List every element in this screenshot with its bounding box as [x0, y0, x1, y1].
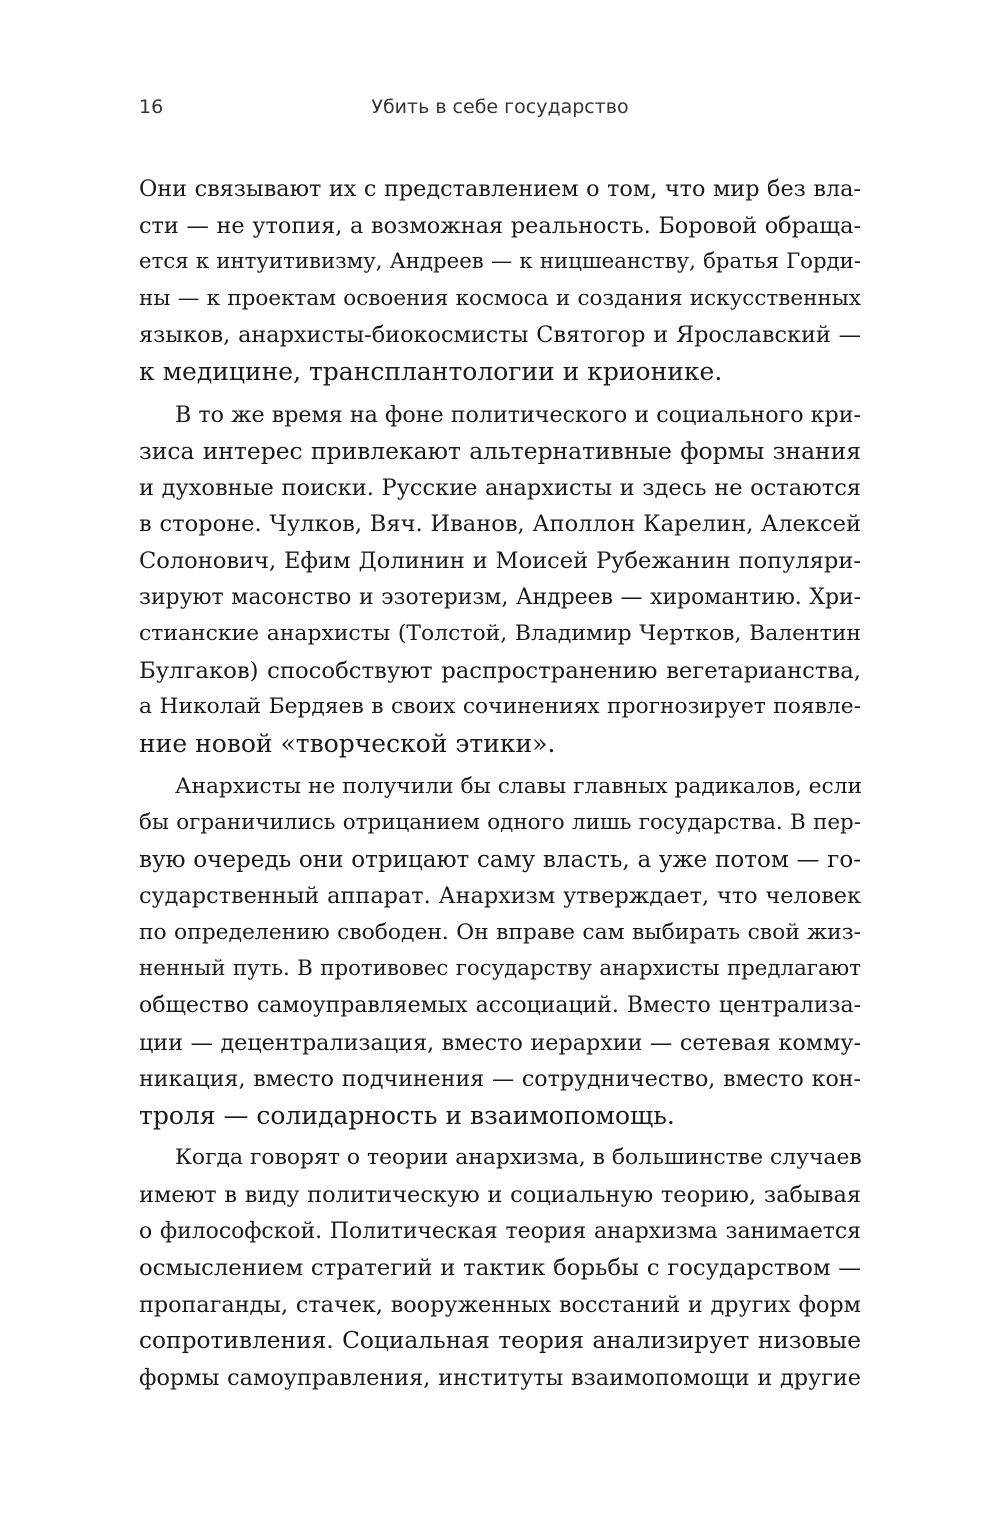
text-line: ны — к проектам освоения космоса и создания искусственных [139, 285, 861, 311]
text-line: к медицине, трансплантологии и крионике. [139, 356, 723, 386]
text-line: никация, вместо подчинения — сотрудничество, вместо кон- [139, 1066, 861, 1093]
paragraph-1 [139, 171, 861, 391]
text-line: формы самоуправления, институты взаимопомощи и другие [139, 1365, 861, 1391]
paragraph-2 [139, 397, 861, 763]
text-line: зируют масонство и эзотеризм, Андреев — хиромантию. Хри- [139, 584, 861, 610]
text-line: зиса интерес привлекают альтернативные формы знания [139, 437, 861, 466]
page-number: 16 [139, 96, 164, 118]
text-line: стианские анархисты (Толстой, Владимир Чертков, Валентин [139, 621, 861, 647]
text-line: по определению свободен. Он вправе сам выбирать свой жиз- [139, 919, 861, 945]
text-line: сопротивления. Социальная теория анализирует низовые [139, 1327, 861, 1355]
text-line: ние новой «творческой этики». [139, 728, 556, 758]
text-line: ненный путь. В противовес государству анархисты предлагают [139, 956, 861, 982]
text-line: сударственный аппарат. Анархизм утверждает, что человек [139, 883, 861, 910]
text-line: и духовные поиски. Русские анархисты и здесь не остаются [139, 474, 861, 501]
text-line: Солонович, Ефим Долинин и Моисей Рубежанин популяри- [139, 547, 861, 574]
text-line: Они связывают их с представлением о том, что мир без вла- [139, 176, 861, 202]
running-head [139, 96, 861, 126]
text-line: в стороне. Чулков, Вяч. Иванов, Аполлон Карелин, Алексей [139, 511, 861, 538]
text-line: о философской. Политическая теория анархизма занимается [139, 1218, 861, 1244]
text-line: сти — не утопия, а возможная реальность. Боровой обраща- [139, 212, 861, 239]
paragraph-3 [139, 769, 861, 1135]
text-line: осмыслением стратегий и тактик борьбы с государством — [139, 1255, 861, 1282]
text-line: пропаганды, стачек, вооруженных восстаний и других форм [139, 1291, 861, 1318]
text-line: общество самоуправляемых ассоциаций. Вместо централиза- [139, 993, 861, 1019]
text-line: языков, анархисты-биокосмисты Святогор и Ярославский — [139, 322, 861, 349]
text-line: а Николай Бердяев в своих сочинениях прогнозирует появле- [139, 694, 861, 720]
text-line: Анархисты не получили бы славы главных радикалов, если [175, 773, 863, 799]
text-line: бы ограничились отрицанием одного лишь государства. В пер- [139, 810, 861, 836]
text-line: вую очередь они отрицают саму власть, а уже потом — го- [139, 846, 861, 873]
text-line: троля — солидарность и взаимопомощь. [139, 1100, 675, 1130]
paragraph-4 [139, 1140, 861, 1396]
text-line: Булгаков) способствуют распространению вегетарианства, [139, 657, 861, 684]
body-text [139, 171, 861, 1397]
text-line: имеют в виду политическую и социальную теорию, забывая [139, 1182, 861, 1209]
book-title: Убить в себе государство [371, 96, 629, 118]
text-line: ется к интуитивизму, Андреев — к ницшеанству, братья Горди- [139, 249, 861, 275]
text-line: ции — децентрализация, вместо иерархии — сетевая комму- [139, 1029, 861, 1056]
text-line: В то же время на фоне политического и социального кри- [175, 401, 861, 428]
text-line: Когда говорят о теории анархизма, в большинстве случаев [175, 1145, 862, 1171]
